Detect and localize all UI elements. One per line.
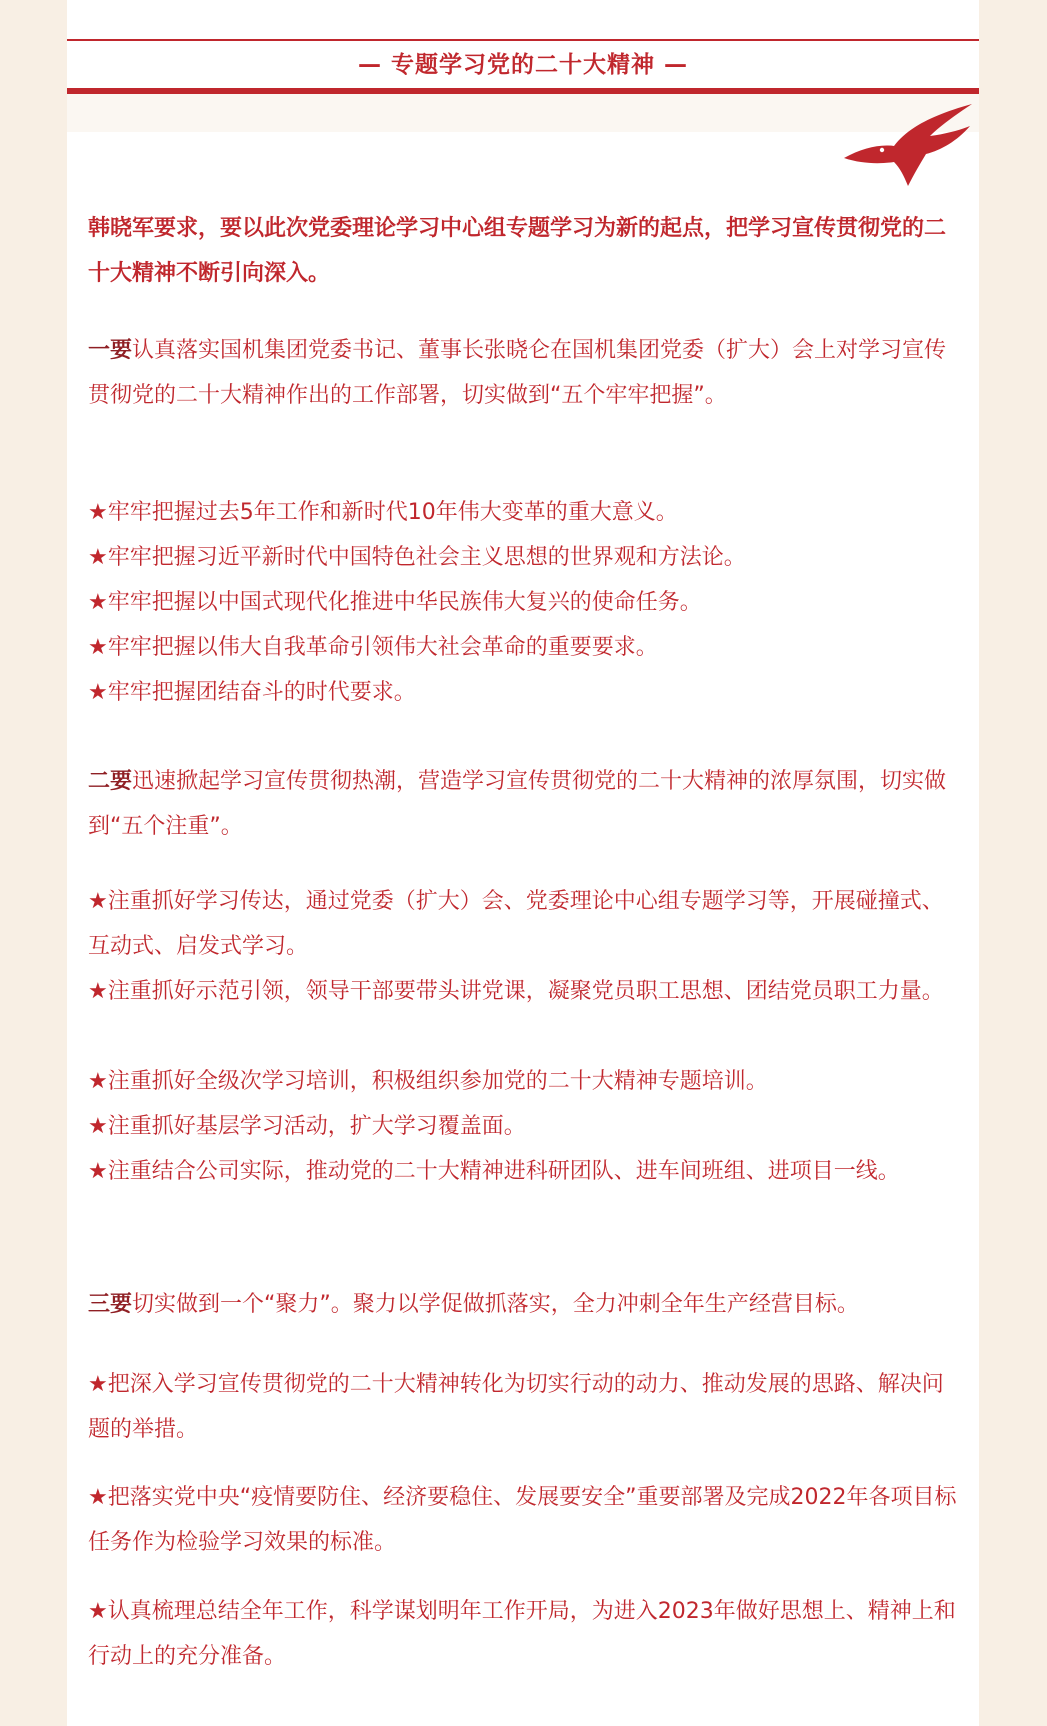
title-top-rule: [67, 39, 979, 41]
section3-keyword: 三要: [88, 1292, 133, 1317]
section2-paragraph: [88, 759, 960, 849]
section-title: — 专题学习党的二十大精神 —: [357, 52, 688, 78]
list-item: ★注重抓好学习传达，通过党委（扩大）会、党委理论中心组专题学习等，开展碰撞式、互动式、启发式学习。: [88, 889, 944, 959]
list-item: ★把落实党中央“疫情要防住、经济要稳住、发展要安全”重要部署及完成2022年各项目标任务作为检验学习效果的标准。: [88, 1485, 957, 1555]
list-item: ★牢牢把握以伟大自我革命引领伟大社会革命的重要要求。: [88, 635, 658, 660]
list-item: ★认真梳理总结全年工作，科学谋划明年工作开局，为进入2023年做好思想上、精神上和行动上的充分准备。: [88, 1599, 956, 1669]
section1-keyword: 一要: [88, 338, 133, 363]
list-item: ★牢牢把握以中国式现代化推进中华民族伟大复兴的使命任务。: [88, 590, 702, 615]
red-dove-icon: [842, 100, 974, 192]
section2-text: 迅速掀起学习宣传贯彻热潮，营造学习宣传贯彻党的二十大精神的浓厚氛围，切实做到“五个注重”。: [88, 769, 947, 839]
list-item: ★注重抓好基层学习活动，扩大学习覆盖面。: [88, 1114, 526, 1139]
intro-paragraph: 韩晓军要求，要以此次党委理论学习中心组专题学习为新的起点，把学习宣传贯彻党的二十大精神不断引向深入。: [88, 216, 947, 286]
section1-text: 认真落实国机集团党委书记、董事长张晓仑在国机集团党委（扩大）会上对学习宣传贯彻党的二十大精神作出的工作部署，切实做到“五个牢牢把握”。: [88, 338, 947, 408]
section3-text: 切实做到一个“聚力”。聚力以学促做抓落实，全力冲刺全年生产经营目标。: [132, 1292, 859, 1317]
list-item: ★注重抓好全级次学习培训，积极组织参加党的二十大精神专题培训。: [88, 1069, 768, 1094]
list-item: ★注重结合公司实际，推动党的二十大精神进科研团队、进车间班组、进项目一线。: [88, 1159, 900, 1184]
list-item: ★牢牢把握习近平新时代中国特色社会主义思想的世界观和方法论。: [88, 545, 746, 570]
section3-paragraph: [88, 1282, 960, 1327]
list-item: ★把深入学习宣传贯彻党的二十大精神转化为切实行动的动力、推动发展的思路、解决问题的举措。: [88, 1372, 944, 1442]
list-item: ★牢牢把握过去5年工作和新时代10年伟大变革的重大意义。: [88, 500, 678, 525]
list-item: ★注重抓好示范引领，领导干部要带头讲党课，凝聚党员职工思想、团结党员职工力量。: [88, 979, 944, 1004]
section1-paragraph: [88, 328, 960, 418]
article-sheet: [67, 0, 979, 1726]
list-item: ★牢牢把握团结奋斗的时代要求。: [88, 680, 416, 705]
section2-keyword: 二要: [88, 769, 133, 794]
top-strip: [67, 0, 979, 40]
